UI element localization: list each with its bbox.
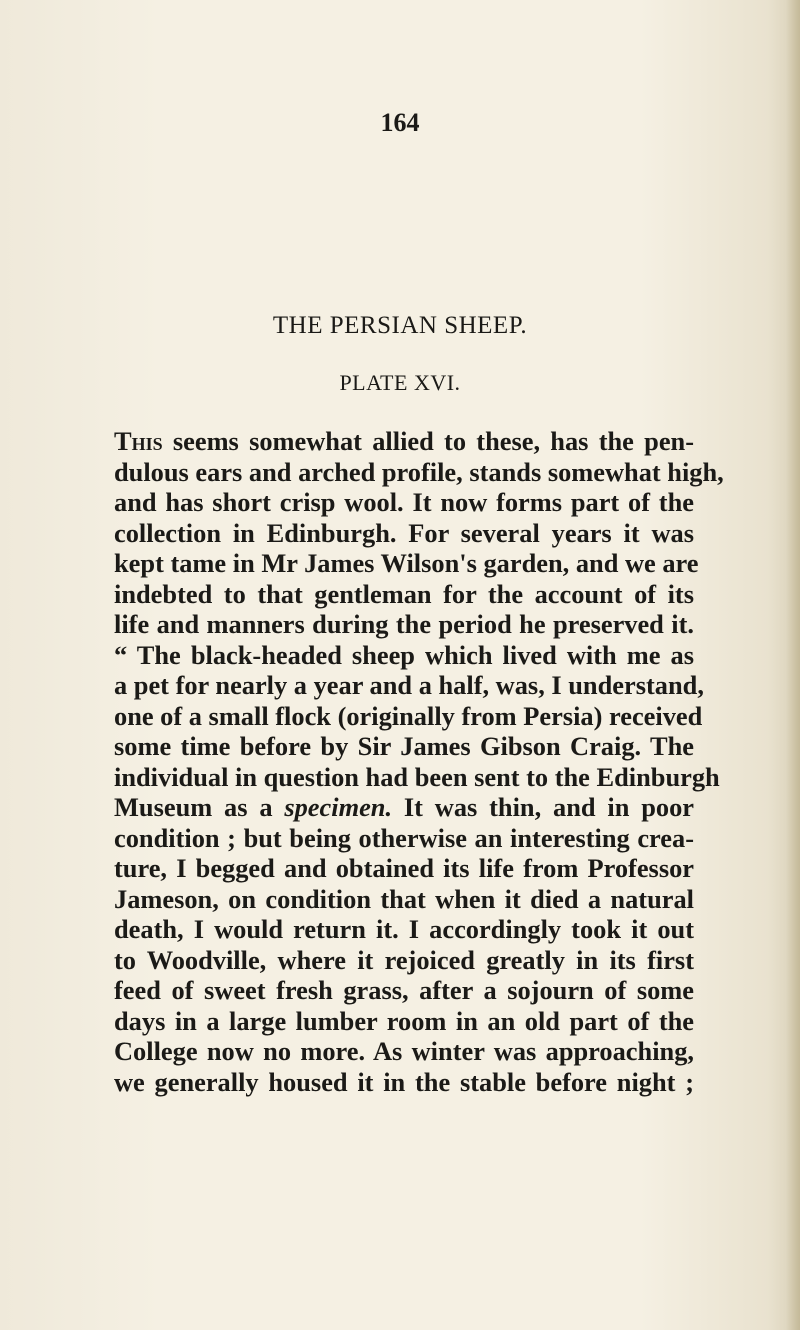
text-line: Jameson, on condition that when it died a natural [114, 883, 694, 914]
chapter-title: THE PERSIAN SHEEP. [272, 312, 528, 339]
text-line: a pet for nearly a year and a half, was, I understand, [114, 670, 704, 700]
italic-word: specimen. [284, 792, 393, 822]
text-line: ture, I begged and obtained its life from Professor [114, 853, 694, 883]
text-line: College now no more. As winter was approaching, [114, 1036, 694, 1066]
text-line: Museum as a specimen. It was thin, and in poor [114, 792, 694, 822]
text-line: days in a large lumber room in an old part of the [114, 1005, 694, 1036]
text-line: individual in question had been sent to the Edinburgh [114, 761, 720, 792]
text-line: to Woodville, where it rejoiced greatly in its first [114, 944, 694, 975]
text-line: This seems somewhat allied to these, has the pen- [114, 426, 694, 456]
text-line: feed of sweet fresh grass, after a sojourn of some [114, 975, 694, 1005]
body-paragraph [114, 426, 724, 1097]
page-edge-shadow [786, 0, 800, 1330]
text-line: death, I would return it. I accordingly took it out [114, 914, 694, 944]
text-line: kept tame in Mr James Wilson's garden, and we are [114, 548, 699, 578]
text-line: life and manners during the period he preserved it. [114, 609, 694, 639]
text-line: some time before by Sir James Gibson Craig. The [114, 731, 694, 761]
page-number: 164 [380, 108, 420, 137]
text-line: dulous ears and arched profile, stands somewhat high, [114, 456, 724, 487]
text-line: and has short crisp wool. It now forms part of the [114, 487, 694, 517]
plate-label: PLATE XVI. [339, 370, 461, 395]
text-line: “ The black-headed sheep which lived with me as [114, 639, 694, 670]
text-line: collection in Edinburgh. For several years it was [114, 517, 694, 548]
text-line: indebted to that gentleman for the account of its [114, 578, 694, 609]
text-line: condition ; but being otherwise an interesting crea- [114, 822, 694, 853]
text-line: we generally housed it in the stable before night ; [114, 1066, 694, 1097]
text-line: one of a small flock (originally from Persia) received [114, 700, 703, 731]
drop-word: This [114, 426, 163, 456]
